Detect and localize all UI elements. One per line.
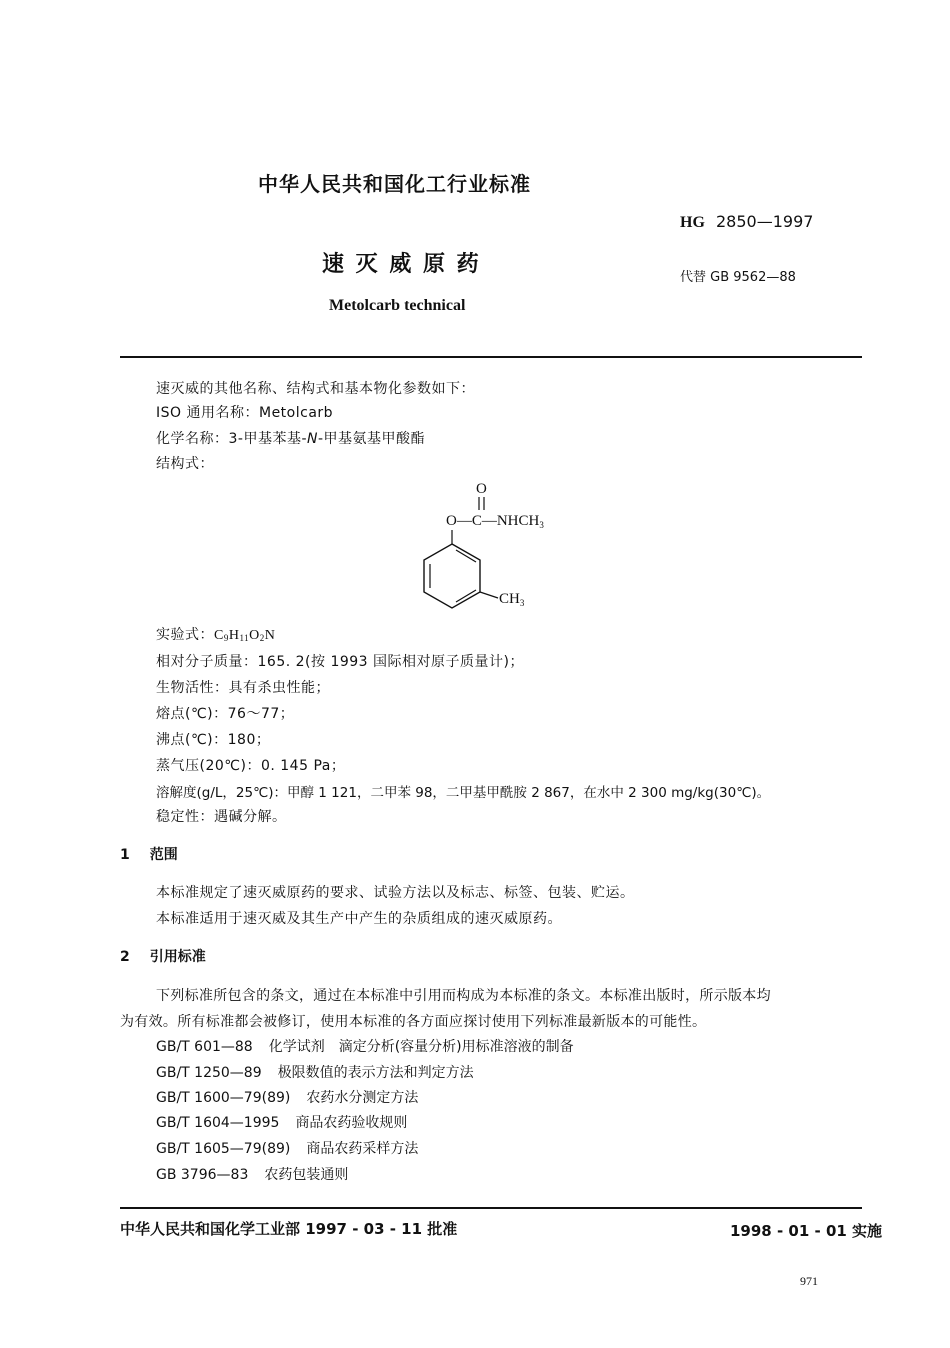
standard-code: 2850—1997: [715, 212, 814, 231]
document-title: 速 灭 威 原 药: [322, 252, 481, 277]
footer-rule: [120, 1207, 862, 1209]
section-2-para-line-1: 下列标准所包含的条文，通过在本标准中引用而构成为本标准的条文。本标准出版时，所示版本均: [156, 988, 771, 1004]
ester-group: $O—C—NHCH_3$: [446, 513, 544, 530]
bioactivity: 生物活性：具有杀虫性能；: [156, 680, 330, 696]
page-number: 971: [800, 1274, 818, 1288]
standard-number: [680, 212, 813, 232]
reference-item: [156, 1062, 474, 1082]
methyl-group: $CH_3$: [499, 591, 525, 608]
formula-value: $C_9H_{11}O_2N$: [214, 628, 276, 643]
standard-prefix: HG: [680, 214, 705, 231]
reference-item: [156, 1036, 574, 1056]
reference-code: GB/T 601—88: [156, 1039, 253, 1055]
reference-title: 商品农药验收规则: [295, 1115, 408, 1131]
iso-name: ISO 通用名称：Metolcarb: [156, 405, 334, 421]
vapor-pressure: 蒸气压(20℃)：0. 145 Pa；: [156, 758, 346, 774]
chemical-name: [156, 428, 425, 448]
approval-date: 中华人民共和国化学工业部 1997 - 03 - 11 批准: [120, 1220, 458, 1238]
formula-label: 实验式：: [156, 627, 214, 643]
reference-code: GB/T 1250—89: [156, 1065, 262, 1081]
empirical-formula: [156, 624, 275, 644]
melting-point: 熔点(℃)：76～77；: [156, 706, 295, 722]
section-1-para-1: 本标准规定了速灭威原药的要求、试验方法以及标志、标签、包装、贮运。: [156, 885, 635, 901]
reference-title: 化学试剂 滴定分析(容量分析)用标准溶液的制备: [268, 1039, 574, 1055]
reference-code: GB/T 1605—79(89): [156, 1141, 291, 1157]
section-number: 1: [120, 847, 130, 863]
reference-title: 农药水分测定方法: [306, 1090, 419, 1106]
reference-code: GB 3796—83: [156, 1167, 249, 1183]
org-title: 中华人民共和国化工行业标准: [258, 172, 531, 196]
chemical-name-part: 化学名称：3-甲基苯基-: [156, 431, 308, 447]
stability: 稳定性：遇碱分解。: [156, 809, 287, 825]
replaces-standard: 代替 GB 9562—88: [680, 270, 796, 285]
effective-date: 1998 - 01 - 01 实施: [730, 1222, 883, 1240]
section-title: 范围: [149, 847, 178, 863]
reference-item: [156, 1164, 348, 1184]
solubility: 溶解度(g/L，25℃)：甲醇 1 121，二甲苯 98，二甲基甲酰胺 2 867，在水中 2 300 mg/kg(30℃)。: [156, 785, 771, 801]
reference-title: 商品农药采样方法: [306, 1141, 419, 1157]
reference-title: 农药包装通则: [264, 1167, 349, 1183]
reference-item: [156, 1112, 407, 1132]
intro-lead: 速灭威的其他名称、结构式和基本物化参数如下：: [156, 381, 475, 397]
header-rule: [120, 356, 862, 358]
reference-item: [156, 1087, 418, 1107]
carbonyl-oxygen: O: [476, 481, 487, 497]
molar-mass: 相对分子质量：165. 2(按 1993 国际相对原子质量计)；: [156, 654, 524, 670]
reference-item: [156, 1138, 418, 1158]
english-title: Metolcarb technical: [329, 297, 466, 314]
section-2-heading: [120, 946, 206, 966]
section-2-para-line-2: 为有效。所有标准都会被修订，使用本标准的各方面应探讨使用下列标准最新版本的可能性。: [120, 1014, 707, 1030]
chemical-name-n: N: [307, 431, 318, 447]
structure-label: 结构式：: [156, 456, 214, 472]
reference-code: GB/T 1604—1995: [156, 1115, 280, 1131]
reference-code: GB/T 1600—79(89): [156, 1090, 291, 1106]
section-title: 引用标准: [149, 949, 206, 965]
reference-title: 极限数值的表示方法和判定方法: [277, 1065, 474, 1081]
section-1-para-2: 本标准适用于速灭威及其生产中产生的杂质组成的速灭威原药。: [156, 911, 562, 927]
boiling-point: 沸点(℃)：180；: [156, 732, 271, 748]
section-number: 2: [120, 949, 130, 965]
section-1-heading: [120, 844, 178, 864]
chemical-name-part: -甲基氨基甲酸酯: [318, 431, 426, 447]
structural-formula: [400, 474, 600, 624]
